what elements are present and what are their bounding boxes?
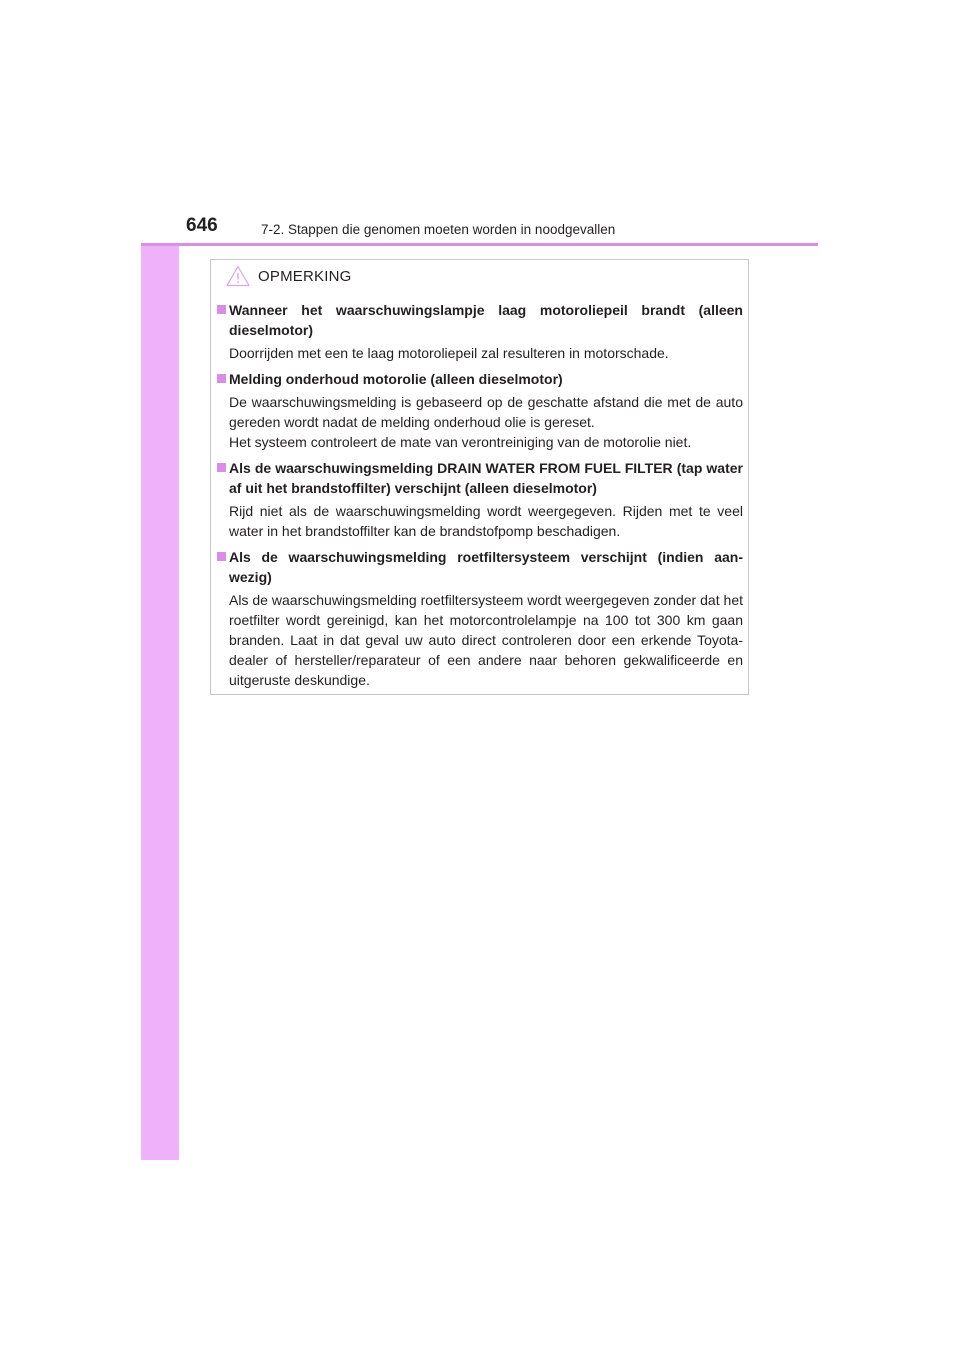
item-paragraph: Als de waarschuwingsmelding roetfiltersysteem wordt weergegeven zonder dat het roetfilter wordt gereinigd, kan het motorcontrolelampje na 100 tot 300 km gaan branden. Laat in dat geval uw auto direct controleren door een erkende Toyota-dealer of hersteller/reparateur of een andere naar behoren gekwalificeerde en uitgeruste deskundige.: [229, 592, 743, 688]
notice-title: OPMERKING: [258, 267, 352, 285]
item-heading: [217, 458, 743, 498]
item-heading-text: Melding onderhoud motorolie (alleen dieselmotor): [229, 371, 563, 387]
chapter-title: 7-2. Stappen die genomen moeten worden in noodgevallen: [261, 222, 616, 237]
header-rule: [141, 243, 818, 246]
square-bullet-icon: [217, 374, 226, 383]
item-paragraph: Rijd niet als de waarschuwingsmelding wordt weergegeven. Rijden met te veel water in het brandstoffilter kan de brandstofpomp beschadigen.: [229, 503, 743, 539]
item-text: [217, 343, 743, 363]
notice-box: [210, 259, 749, 695]
item-text: [217, 392, 743, 452]
item-heading-text: Als de waarschuwingsmelding DRAIN WATER FROM FUEL FILTER (tap water af uit het brandstoffilter) verschijnt (alleen dieselmotor): [229, 460, 743, 496]
notice-body: [217, 300, 743, 696]
warning-triangle-icon: [226, 265, 250, 287]
item-heading-text: Als de waarschuwingsmelding roetfiltersysteem verschijnt (indien aan-wezig): [229, 549, 743, 585]
item-paragraph: Het systeem controleert de mate van verontreiniging van de motorolie niet.: [229, 434, 692, 450]
item-heading-text: Wanneer het waarschuwingslampje laag motoroliepeil brandt (alleen dieselmotor): [229, 302, 743, 338]
notice-item-drain-water: [217, 458, 743, 541]
item-heading: [217, 300, 743, 340]
item-text: [217, 590, 743, 690]
item-paragraph: De waarschuwingsmelding is gebaseerd op de geschatte afstand die met de auto gereden wordt nadat de melding onderhoud olie is gereset.: [229, 394, 743, 430]
square-bullet-icon: [217, 552, 226, 561]
notice-item-oil-maintenance: [217, 369, 743, 452]
notice-item-particulate-filter: [217, 547, 743, 690]
square-bullet-icon: [217, 305, 226, 314]
item-text: [217, 501, 743, 541]
square-bullet-icon: [217, 463, 226, 472]
notice-header: [226, 264, 351, 288]
item-heading: [217, 369, 743, 389]
item-paragraph: Doorrijden met een te laag motoroliepeil zal resulteren in motorschade.: [229, 345, 669, 361]
item-heading: [217, 547, 743, 587]
notice-item-low-oil: [217, 300, 743, 363]
page-number: 646: [186, 215, 218, 236]
chapter-side-tab: [141, 197, 179, 1160]
